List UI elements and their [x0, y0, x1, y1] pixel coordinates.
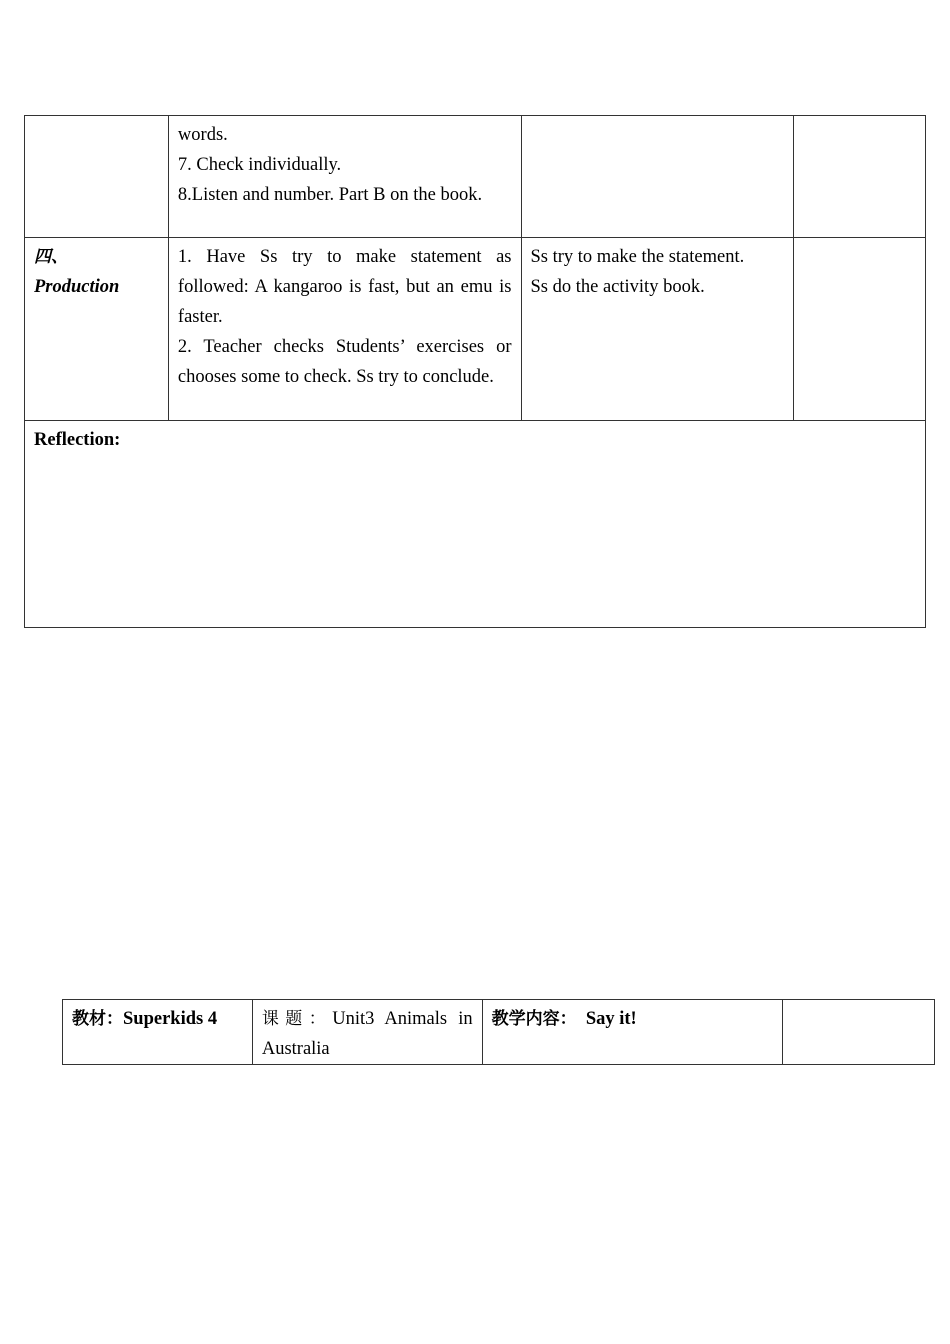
content-label: 教学内容：	[491, 1009, 577, 1029]
topic-value: Unit3 Animals in Australia	[261, 1009, 473, 1059]
textbook-cell	[63, 1000, 253, 1065]
student-line: Ss do the activity book.	[530, 277, 705, 297]
student-line: Ss try to make the statement.	[530, 247, 745, 267]
procedure-cell	[168, 116, 521, 238]
stage-name: Production	[34, 277, 120, 297]
reflection-label: Reflection:	[34, 430, 121, 450]
notes-cell	[794, 116, 926, 238]
topic-label: 课题：	[261, 1009, 333, 1029]
procedure-line: 8.Listen and number. Part B on the book.	[177, 185, 483, 205]
table-row	[25, 116, 926, 238]
empty-cell	[783, 1000, 935, 1065]
table-row	[25, 238, 926, 421]
lesson-header-table	[62, 999, 935, 1065]
reflection-cell	[25, 421, 926, 628]
table-row	[63, 1000, 935, 1065]
stage-number: 四、	[34, 247, 68, 267]
textbook-value: Superkids 4	[123, 1009, 218, 1029]
notes-cell	[794, 238, 926, 421]
lesson-plan-table	[24, 115, 926, 628]
stage-cell-empty	[25, 116, 169, 238]
content-cell	[482, 1000, 783, 1065]
topic-cell	[252, 1000, 482, 1065]
procedure-cell	[168, 238, 521, 421]
textbook-label: 教材：	[72, 1009, 123, 1029]
table-row	[25, 421, 926, 628]
stage-cell	[25, 238, 169, 421]
student-activity-cell	[521, 116, 794, 238]
procedure-paragraph: 2. Teacher checks Students’ exercises or chooses some to check. Ss try to conclude.	[177, 337, 512, 387]
procedure-line: 7. Check individually.	[177, 155, 342, 175]
content-value: Say it!	[585, 1009, 637, 1029]
procedure-line: words.	[177, 125, 228, 145]
procedure-paragraph: 1. Have Ss try to make statement as followed: A kangaroo is fast, but an emu is faster.	[177, 247, 512, 327]
student-activity-cell	[521, 238, 794, 421]
